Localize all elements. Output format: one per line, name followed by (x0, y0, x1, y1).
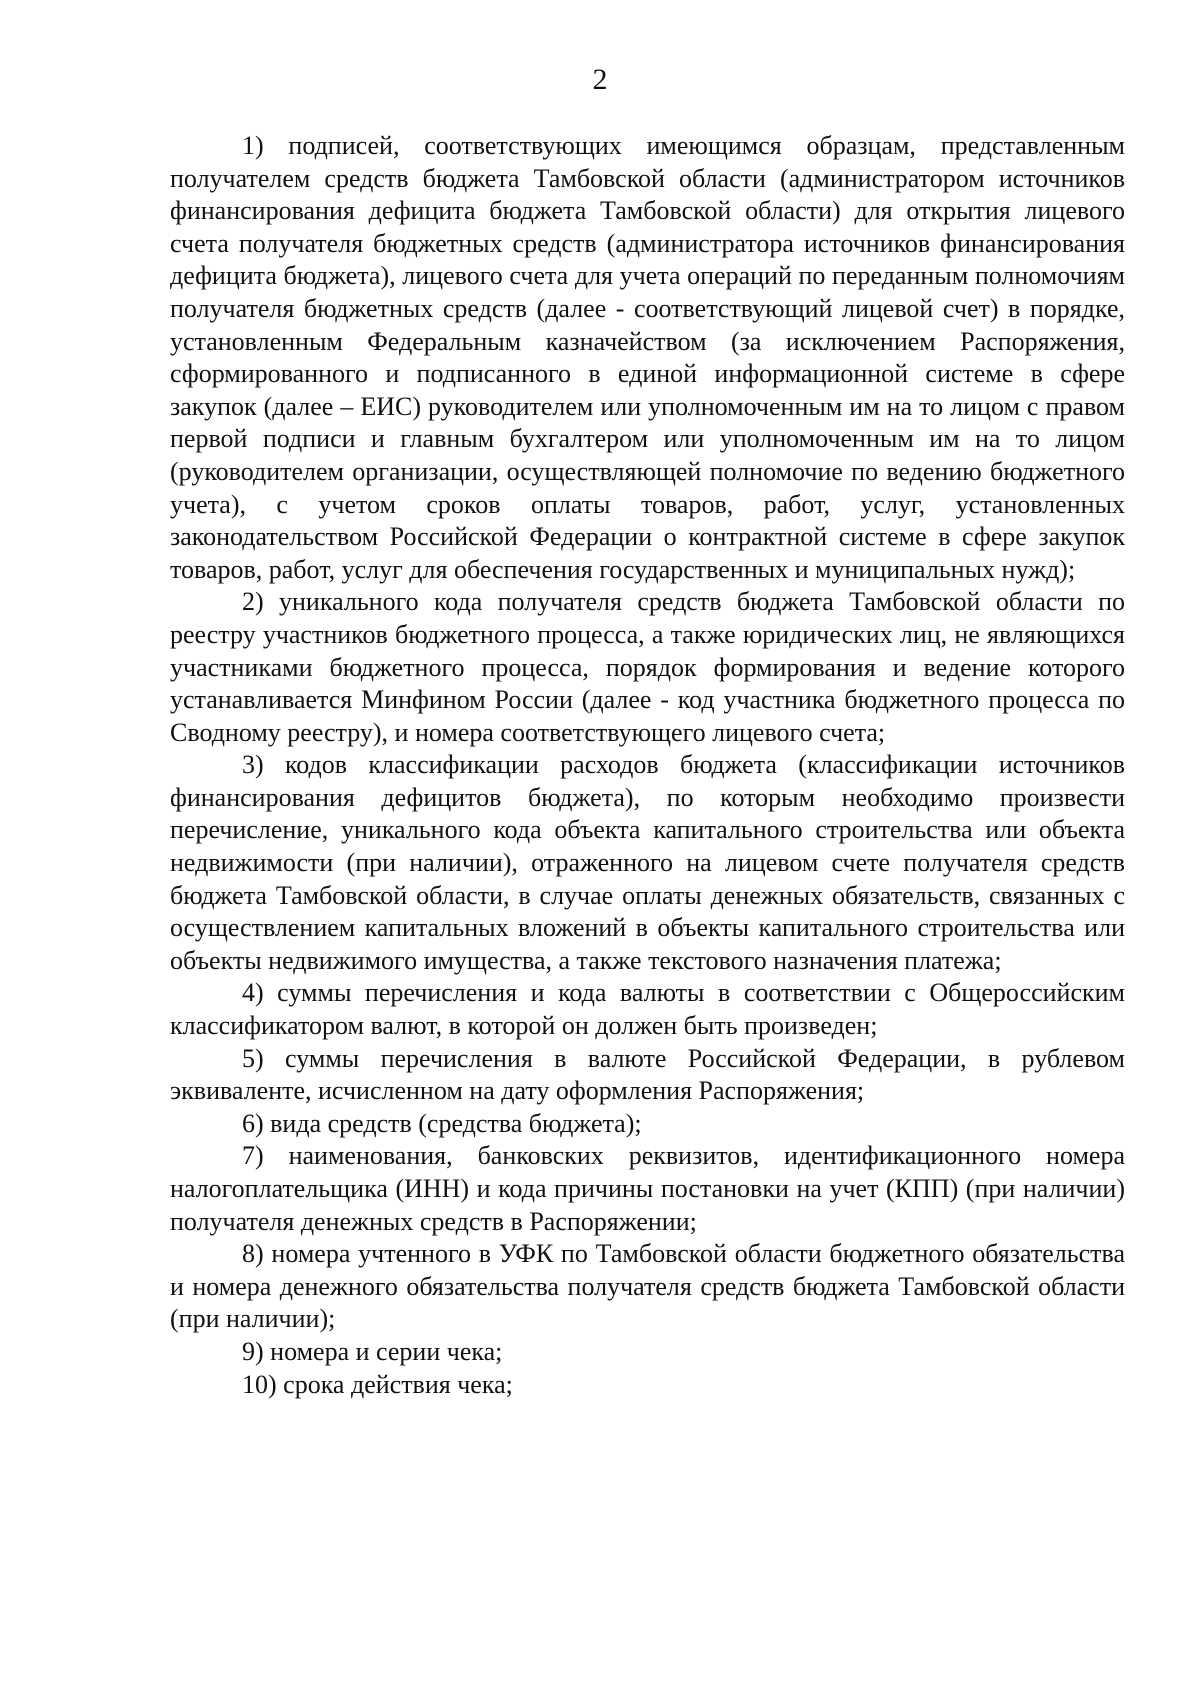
paragraph-item-2: 2) уникального кода получателя средств бюджета Тамбовской области по реестру участников бюджетного процесса, а также юридических лиц, не являющихся участниками бюджетного процесса, порядок формирования и ведение которого устанавливается Минфином России (далее - код участника бюджетного процесса по Сводному реестру), и номера соответствующего лицевого счета; (170, 587, 1125, 747)
paragraph-item-6: 6) вида средств (средства бюджета); (242, 1108, 642, 1138)
paragraph-item-1: 1) подписей, соответствующих имеющимся образцам, представленным получателем средств бюджета Тамбовской области (администратором источников финансирования дефицита бюджета Тамбовской области) для открытия лицевого счета получателя бюджетных средств (администратора источников финансирования дефицита бюджета), лицевого счета для учета операций по переданным полномочиям получателя бюджетных средств (далее - соответствующий лицевой счет) в порядке, установленным Федеральным казначейством (за исключением Распоряжения, сформированного и подписанного в единой информационной системе в сфере закупок (далее – ЕИС) руководителем или уполномоченным им на то лицом с правом первой подписи и главным бухгалтером или уполномоченным им на то лицом (руководителем организации, осуществляющей полномочие по ведению бюджетного учета), с учетом сроков оплаты товаров, работ, услуг, установленных законодательством Российской Федерации о контрактной системе в сфере закупок товаров, работ, услуг для обеспечения государственных и муниципальных нужд); (170, 131, 1125, 584)
paragraph-item-3: 3) кодов классификации расходов бюджета (классификации источников финансирования дефицитов бюджета), по которым необходимо произвести перечисление, уникального кода объекта капитального строительства или объекта недвижимости (при наличии), отраженного на лицевом счете получателя средств бюджета Тамбовской области, в случае оплаты денежных обязательств, связанных с осуществлением капитальных вложений в объекты капитального строительства или объекты недвижимого имущества, а также текстового назначения платежа; (170, 750, 1125, 975)
paragraph-item-7: 7) наименования, банковских реквизитов, идентификационного номера налогоплательщика (ИНН) и кода причины постановки на учет (КПП) (при наличии) получателя денежных средств в Распоряжении; (170, 1141, 1125, 1236)
paragraph-item-8: 8) номера учтенного в УФК по Тамбовской области бюджетного обязательства и номера денежного обязательства получателя средств бюджета Тамбовской области (при наличии); (170, 1239, 1125, 1334)
document-body (170, 130, 1125, 1401)
paragraph-item-5: 5) суммы перечисления в валюте Российской Федерации, в рублевом эквиваленте, исчисленном на дату оформления Распоряжения; (170, 1043, 1125, 1106)
paragraph-item-4: 4) суммы перечисления и кода валюты в соответствии с Общероссийским классификатором валют, в которой он должен быть произведен; (170, 978, 1125, 1041)
paragraph-item-10: 10) срока действия чека; (242, 1369, 513, 1399)
page-number: 2 (592, 63, 608, 96)
paragraph-item-9: 9) номера и серии чека; (242, 1336, 503, 1366)
